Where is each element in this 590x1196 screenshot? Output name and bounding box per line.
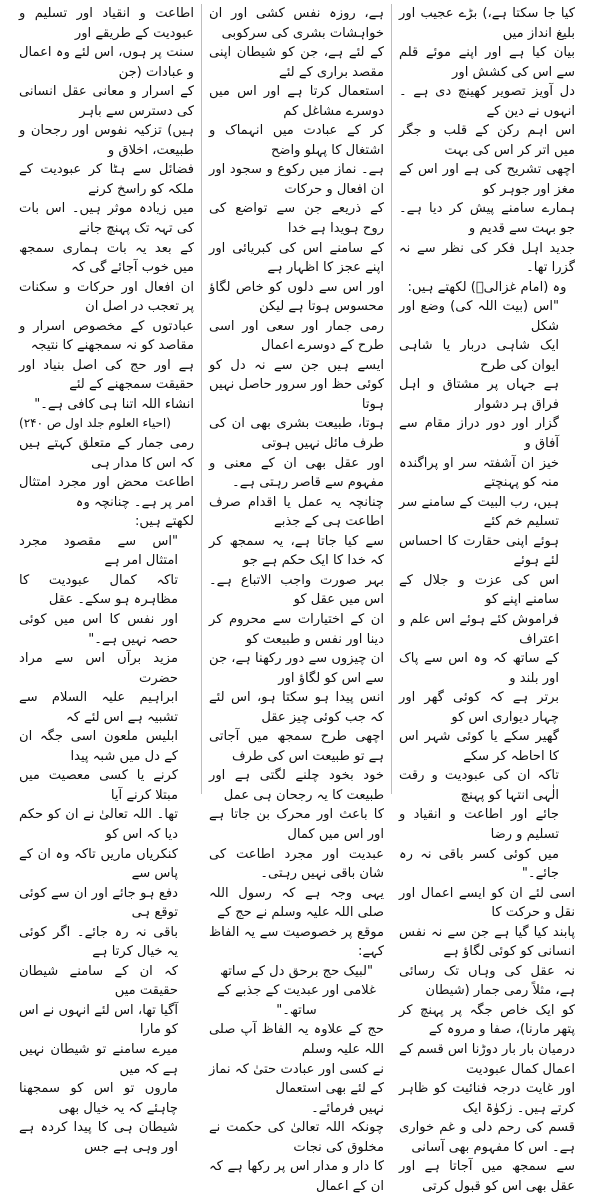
- text-line: اس اہم رکن کے قلب و جگر میں اتر کر اس کی بہت: [399, 123, 575, 158]
- text-line: اطاعت محض اور مجرد امتثال امر پر ہے۔ چنانچہ وہ: [19, 475, 194, 510]
- text-line: کے لئے ہے، جن کو شیطان اپنی مقصد براری کے لئے: [209, 45, 384, 80]
- text-line: اسی لئے ان کو ایسے اعمال اور نقل و حرکت کا: [399, 885, 575, 921]
- text-line: انشاء اللہ اتنا ہی کافی ہے۔": [34, 396, 194, 412]
- text-line: اچھی طرح سمجھ میں آجاتی ہے تو طبیعت اس کی طرف: [209, 729, 384, 764]
- text-line: ایسے ہیں جن سے نہ دل کو کوئی حظ اور سرور حاصل نہیں ہوتا: [209, 357, 384, 412]
- quote-line: غلامی اور عبدیت کے جذبے کے ساتھ۔": [217, 983, 376, 1018]
- text-line: کے سامنے اس کی کبریائی اور اپنے عجز کا اظہار ہے: [209, 240, 384, 276]
- quote-line: ابلیس ملعون اسی جگہ ان کے دل میں شبہ پیدا: [19, 729, 178, 764]
- quote-line: اور نفس کا اس میں کوئی حصہ نہیں ہے۔": [19, 611, 178, 647]
- quote-line: جائے اور اطاعت و انقیاد و تسلیم و رضا: [399, 807, 559, 842]
- text-line: لکھتے ہیں:: [134, 514, 194, 530]
- text-line: جدید اہل فکر کی نظر سے نہ گزرا تھا۔: [399, 240, 575, 276]
- text-line: بہر صورت واجب الاتباع ہے۔ اس میں عقل کو: [209, 572, 384, 608]
- quote-line: ایک شاہی دربار یا شاہی ایوان کی طرح: [399, 338, 559, 373]
- text-line: نہ عقل کی وہاں تک رسائی ہے، مثلاً رمی جمار (شیطان: [399, 963, 575, 999]
- text-line: حج کے علاوہ یہ الفاظ آپ صلی اللہ علیہ وسلم: [209, 1022, 384, 1057]
- quote-line: دفع ہو جائے اور ان سے کوئی توقع ہی: [19, 885, 178, 921]
- quote-line: تاکہ ان کی عبودیت و رقت الٰہی انتہا کو پہنچ: [399, 768, 559, 803]
- text-line: یہی وجہ ہے کہ رسول اللہ صلی اللہ علیہ وسلم نے حج کے: [209, 885, 384, 921]
- text-line: ہیں) تزکیہ نفوس اور رجحان و طبیعت، اخلاق و: [19, 123, 194, 158]
- text-line: کے ذریعے جن سے تواضع کی روح ہویدا ہے خدا: [209, 201, 384, 237]
- quote-line: فراموش کئے ہوئے اس علم و اعتراف: [399, 611, 559, 647]
- text-line: ہے اور حج کی اصل بنیاد اور حقیقت سمجھنے کے لئے: [19, 357, 194, 393]
- quote-line: میرے سامنے تو شیطان نہیں ہے کہ میں: [19, 1041, 178, 1077]
- text-line: سے کیا جاتا ہے، یہ سمجھ کر کہ خدا کا ایک حکم ہے جو: [209, 533, 384, 569]
- text-line: ان افعال اور حرکات و سکنات پر تعجب در اصل ان: [19, 279, 194, 315]
- quote-line: کنکریاں ماریں تاکہ وہ ان کے پاس سے: [19, 846, 178, 882]
- quote-line: "لبیک حج برحق دل کے ساتھ: [219, 963, 373, 979]
- text-line: میں زیادہ موثر ہیں۔ اس بات کی تہہ تک پہنچ جانے: [19, 201, 194, 237]
- text-line: اطاعت و انقیاد اور تسلیم و عبودیت کے طریقے اور: [19, 6, 194, 41]
- quote-line: میں کوئی کسر باقی نہ رہ جائے۔": [399, 846, 559, 882]
- text-line: اور اس سے دلوں کو خاص لگاؤ محسوس ہوتا ہے لیکن: [209, 279, 384, 315]
- text-line: اور غایت درجہ فنائیت کو ظاہر کرتے ہیں۔ زکوٰۃ ایک: [399, 1081, 575, 1116]
- text-line: استعمال کرتا ہے اور اس میں دوسرے مشاغل کم: [209, 84, 384, 119]
- quote-line: ہوئے اپنی حقارت کا احساس لئے ہوئے: [399, 533, 559, 569]
- text-line: کا باعث اور محرک بن جاتا ہے اور اس میں کمال: [209, 807, 384, 842]
- text-line: کا دار و مدار اس پر رکھا ہے کہ ان کے اعمال: [209, 1159, 384, 1194]
- quote-line: ماروں تو اس کو سمجھنا چاہئے کہ یہ خیال بھی: [19, 1081, 178, 1116]
- text-line: وہ (امام غزالیؒ) لکھتے ہیں:: [407, 279, 567, 295]
- column-right: [392, 4, 582, 1194]
- text-line: درمیان بار بار دوڑنا اس قسم کے اعمال کمال عبودیت: [399, 1041, 575, 1077]
- text-line: چنانچہ یہ عمل یا اقدام صرف اطاعت ہی کے جذبے: [209, 494, 384, 530]
- text-line: دل آویز تصویر کھینچ دی ہے ۔ انہوں نے دین کے: [399, 84, 575, 119]
- quote-line: "اس (بیت اللہ کی) وضع اور شکل: [399, 299, 559, 334]
- quote-line: مزید برآں اس سے مراد حضرت: [19, 651, 178, 686]
- text-line: انس پیدا ہو سکتا ہو، اس لئے کہ جب کوئی چیز عقل: [209, 690, 384, 725]
- quote-line: شیطان ہی کا پیدا کردہ ہے اور وہی ہے جس: [19, 1120, 178, 1155]
- quote-line: باقی نہ رہ جائے۔ اگر کوئی یہ خیال کرتا ہے: [19, 924, 178, 960]
- text-line: ہمارے سامنے پیش کر دیا ہے۔ جو بہت سے قدیم و: [399, 201, 575, 237]
- text-line: ہوتا، طبیعت بشری بھی ان کی طرف مائل نہیں ہوتی: [209, 416, 384, 452]
- text-line: چونکہ اللہ تعالیٰ کی حکمت نے مخلوق کی نجات: [209, 1120, 384, 1155]
- quote-line: برتر ہے کہ کوئی گھر اور چہار دیواری اس کو: [399, 690, 559, 725]
- quote-line: کے ساتھ کہ وہ اس سے پاک اور بلند و: [399, 651, 559, 686]
- column-middle: [202, 4, 392, 1194]
- text-line: ہے۔ نماز میں رکوع و سجود اور ان افعال و حرکات: [209, 162, 384, 197]
- text-line: کے اسرار و معانی عقل انسانی کی دسترس سے باہر: [19, 84, 194, 119]
- text-line: پابند کیا گیا ہے جن سے نہ نفس انسانی کو کوئی لگاؤ ہے: [399, 924, 575, 960]
- quote-line: اس کی عزت و جلال کے سامنے اپنے کو: [399, 572, 559, 608]
- column-left: [12, 4, 202, 1155]
- quote-line: گھیر سکے یا کوئی شہر اس کا احاطہ کر سکے: [399, 729, 559, 764]
- text-columns: [8, 4, 582, 1194]
- text-line: کر کے عبادت میں انہماک و اشتغال کا پہلو واضح: [209, 123, 384, 158]
- text-line: سے سمجھ میں آجاتا ہے اور عقل بھی اس کو قبول کرتی: [399, 1159, 575, 1194]
- text-line: رمی جمار اور سعی اور اسی طرح کے دوسرے اعمال: [209, 318, 384, 354]
- quote-line: تاکہ کمال عبودیت کا مظاہرہ ہو سکے۔ عقل: [19, 572, 178, 608]
- quote-line: تھا۔ اللہ تعالیٰ نے ان کو حکم دیا کہ اس کو: [19, 807, 178, 842]
- text-line: ہے، روزہ نفس کشی اور ان خواہشات بشری کی سرکوبی: [209, 6, 384, 41]
- text-line: اور عقل بھی ان کے معنی و مفہوم سے قاصر رہتی ہے۔: [209, 455, 384, 491]
- text-line: ان چیزوں سے دور رکھنا ہے، جن سے اس کو لگاؤ اور: [209, 651, 384, 686]
- text-line: کو ایک خاص جگہ پر پہنچ کر پتھر مارنا)، صفا و مروہ کے: [399, 1002, 575, 1038]
- text-line: سنت پر ہوں، اس لئے وہ اعمال و عبادات (جن: [19, 45, 194, 80]
- text-line: نہیں فرمائے۔: [311, 1100, 384, 1116]
- text-line: بیان کیا ہے اور اپنے موئے قلم سے اس کی کشش اور: [399, 45, 575, 80]
- text-line: رمی جمار کے متعلق کہتے ہیں کہ اس کا مدار ہی: [19, 436, 194, 471]
- text-line: کیا جا سکتا ہے،) بڑے عجیب اور بلیغ انداز میں: [399, 6, 575, 41]
- text-line: نے کسی اور عبادت حتیٰ کہ نماز کے لئے بھی استعمال: [209, 1061, 384, 1097]
- text-line: کے بعد یہ بات ہماری سمجھ میں خوب آجائے گی کہ: [19, 240, 194, 276]
- text-line: قسم کی رحم دلی و غم خواری ہے۔ اس کا مفہوم بھی آسانی: [399, 1120, 575, 1155]
- text-line: فضائل سے ہٹا کر عبودیت کے ملکہ کو راسخ کرنے: [19, 162, 194, 197]
- text-line: ان کے اختیارات سے محروم کر دینا اور نفس و طبیعت کو: [209, 611, 384, 647]
- quote-line: کرنے یا کسی معصیت میں مبتلا کرنے آیا: [19, 768, 178, 803]
- text-line: عبادتوں کے مخصوص اسرار و مقاصد کو نہ سمجھنے کا نتیجہ: [19, 318, 194, 354]
- text-line: عبدیت اور مجرد اطاعت کی شان باقی نہیں رہتی۔: [209, 846, 384, 882]
- quote-line: "اس سے مقصود مجرد امتثال امر ہے: [19, 533, 178, 569]
- text-line: موقع پر خصوصیت سے یہ الفاظ کہے:: [209, 924, 384, 960]
- quote-line: خیز ان آشفتہ سر او پراگندہ منہ کو پہنچتے: [399, 455, 559, 491]
- quote-line: ابراہیم علیہ السلام سے تشبیہ ہے اس لئے کہ: [19, 690, 178, 725]
- text-line: خود بخود چلنے لگتی ہے اور طبیعت کا یہ رجحان ہی عمل: [209, 768, 384, 803]
- citation: (احیاء العلوم جلد اول ص ۲۴۰): [19, 416, 171, 431]
- quote-line: گزار اور دور دراز مقام سے آفاق و: [399, 416, 559, 452]
- quote-line: کہ ان کے سامنے شیطان حقیقت میں: [19, 963, 178, 999]
- quote-line: ہے جہاں پر مشتاق و اہل فراق ہر دشوار: [399, 377, 559, 412]
- quote-line: آگیا تھا، اس لئے انہوں نے اس کو مارا: [19, 1002, 178, 1038]
- text-line: اچھی تشریح کی ہے اور اس کے مغز اور جوہر کو: [399, 162, 575, 197]
- quote-line: ہیں، رب البیت کے سامنے سر تسلیم خم کئے: [399, 494, 559, 530]
